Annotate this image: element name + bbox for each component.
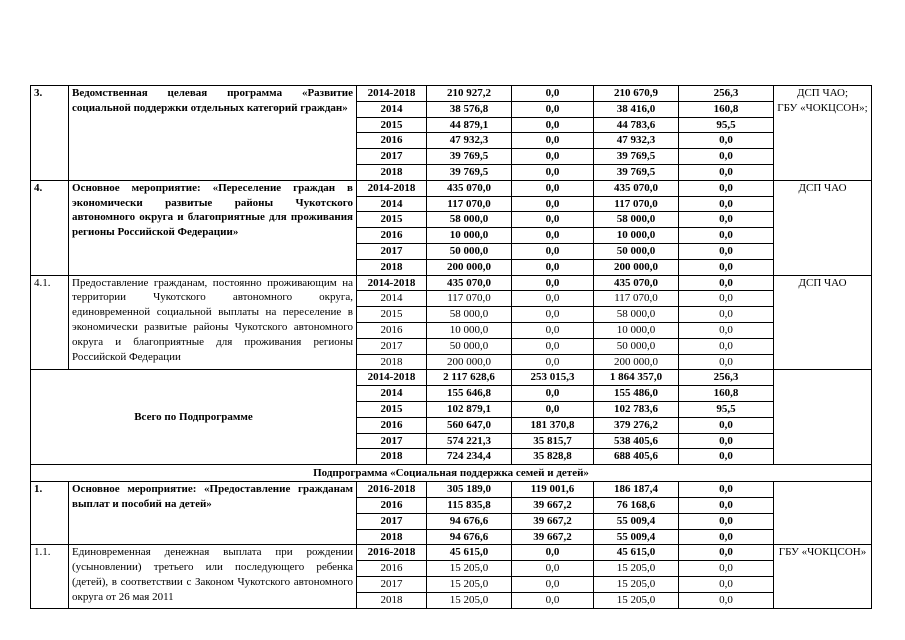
period-cell: 2014-2018 [357, 86, 427, 102]
amount-cell: 94 676,6 [427, 529, 512, 545]
amount-cell: 117 070,0 [427, 196, 512, 212]
period-cell: 2017 [357, 433, 427, 449]
amount-cell: 10 000,0 [594, 228, 679, 244]
amount-cell: 379 276,2 [594, 417, 679, 433]
amount-cell: 102 783,6 [594, 401, 679, 417]
period-cell: 2017 [357, 243, 427, 259]
amount-cell: 55 009,4 [594, 513, 679, 529]
period-cell: 2017 [357, 149, 427, 165]
amount-cell: 0,0 [679, 291, 774, 307]
period-cell: 2015 [357, 117, 427, 133]
executor-cell: ГБУ «ЧОКЦСОН» [774, 545, 872, 608]
amount-cell: 0,0 [512, 133, 594, 149]
amount-cell: 0,0 [679, 196, 774, 212]
table-row [31, 545, 872, 561]
amount-cell: 256,3 [679, 370, 774, 386]
amount-cell: 0,0 [512, 228, 594, 244]
amount-cell: 39 667,2 [512, 529, 594, 545]
amount-cell: 0,0 [512, 592, 594, 608]
table-body [31, 86, 872, 609]
amount-cell: 688 405,6 [594, 449, 679, 465]
amount-cell: 0,0 [512, 338, 594, 354]
amount-cell: 210 670,9 [594, 86, 679, 102]
amount-cell: 538 405,6 [594, 433, 679, 449]
amount-cell: 15 205,0 [594, 592, 679, 608]
period-cell: 2014 [357, 101, 427, 117]
amount-cell: 102 879,1 [427, 401, 512, 417]
amount-cell: 0,0 [679, 149, 774, 165]
table-row [31, 275, 872, 291]
amount-cell: 560 647,0 [427, 417, 512, 433]
amount-cell: 38 416,0 [594, 101, 679, 117]
amount-cell: 0,0 [512, 401, 594, 417]
amount-cell: 115 835,8 [427, 497, 512, 513]
period-cell: 2018 [357, 259, 427, 275]
amount-cell: 160,8 [679, 386, 774, 402]
amount-cell: 2 117 628,6 [427, 370, 512, 386]
amount-cell: 45 615,0 [594, 545, 679, 561]
amount-cell: 58 000,0 [427, 212, 512, 228]
period-cell: 2017 [357, 338, 427, 354]
period-cell: 2018 [357, 592, 427, 608]
amount-cell: 0,0 [679, 307, 774, 323]
item-description: Основное мероприятие: «Переселение граждан в экономически развитые районы Чукотского автономного округа и благоприятные для проживания регионы Российской Федерации» [69, 180, 357, 275]
amount-cell: 200 000,0 [427, 354, 512, 370]
amount-cell: 0,0 [679, 228, 774, 244]
amount-cell: 0,0 [679, 322, 774, 338]
amount-cell: 39 769,5 [427, 149, 512, 165]
amount-cell: 10 000,0 [427, 322, 512, 338]
amount-cell: 15 205,0 [594, 561, 679, 577]
subprogram-header-row [31, 465, 872, 482]
amount-cell: 0,0 [679, 449, 774, 465]
item-description: Ведомственная целевая программа «Развитие социальной поддержки отдельных категорий граждан» [69, 86, 357, 181]
period-cell: 2014 [357, 386, 427, 402]
amount-cell: 305 189,0 [427, 482, 512, 498]
amount-cell: 44 879,1 [427, 117, 512, 133]
amount-cell: 15 205,0 [427, 576, 512, 592]
amount-cell: 0,0 [679, 592, 774, 608]
item-number: 4. [31, 180, 69, 275]
amount-cell: 435 070,0 [427, 275, 512, 291]
amount-cell: 0,0 [679, 561, 774, 577]
amount-cell: 10 000,0 [594, 322, 679, 338]
amount-cell: 50 000,0 [427, 243, 512, 259]
period-cell: 2016-2018 [357, 482, 427, 498]
amount-cell: 155 646,8 [427, 386, 512, 402]
amount-cell: 39 769,5 [427, 164, 512, 180]
amount-cell: 200 000,0 [594, 354, 679, 370]
period-cell: 2016 [357, 561, 427, 577]
item-number: 1.1. [31, 545, 69, 608]
amount-cell: 0,0 [512, 196, 594, 212]
total-label: Всего по Подпрограмме [31, 370, 357, 465]
amount-cell: 95,5 [679, 401, 774, 417]
amount-cell: 0,0 [679, 212, 774, 228]
subprogram-title: Подпрограмма «Социальная поддержка семей и детей» [31, 465, 872, 482]
executor-cell [774, 482, 872, 545]
amount-cell: 256,3 [679, 86, 774, 102]
amount-cell: 0,0 [679, 417, 774, 433]
period-cell: 2015 [357, 307, 427, 323]
amount-cell: 39 769,5 [594, 149, 679, 165]
amount-cell: 39 769,5 [594, 164, 679, 180]
amount-cell: 200 000,0 [594, 259, 679, 275]
amount-cell: 47 932,3 [427, 133, 512, 149]
amount-cell: 181 370,8 [512, 417, 594, 433]
amount-cell: 47 932,3 [594, 133, 679, 149]
amount-cell: 1 864 357,0 [594, 370, 679, 386]
amount-cell: 0,0 [512, 180, 594, 196]
amount-cell: 0,0 [512, 259, 594, 275]
table-row [31, 180, 872, 196]
amount-cell: 15 205,0 [427, 592, 512, 608]
period-cell: 2016-2018 [357, 545, 427, 561]
amount-cell: 435 070,0 [427, 180, 512, 196]
amount-cell: 94 676,6 [427, 513, 512, 529]
budget-table-sheet [30, 85, 872, 609]
amount-cell: 117 070,0 [594, 196, 679, 212]
amount-cell: 0,0 [679, 497, 774, 513]
amount-cell: 574 221,3 [427, 433, 512, 449]
amount-cell: 0,0 [512, 354, 594, 370]
amount-cell: 44 783,6 [594, 117, 679, 133]
period-cell: 2018 [357, 164, 427, 180]
amount-cell: 0,0 [679, 338, 774, 354]
period-cell: 2014-2018 [357, 370, 427, 386]
table-row [31, 482, 872, 498]
period-cell: 2016 [357, 228, 427, 244]
amount-cell: 38 576,8 [427, 101, 512, 117]
period-cell: 2017 [357, 576, 427, 592]
item-description: Основное мероприятие: «Предоставление гражданам выплат и пособий на детей» [69, 482, 357, 545]
executor-cell: ДСП ЧАО [774, 275, 872, 370]
item-number: 4.1. [31, 275, 69, 370]
amount-cell: 50 000,0 [594, 243, 679, 259]
period-cell: 2015 [357, 401, 427, 417]
amount-cell: 0,0 [512, 243, 594, 259]
amount-cell: 117 070,0 [594, 291, 679, 307]
amount-cell: 95,5 [679, 117, 774, 133]
period-cell: 2016 [357, 133, 427, 149]
amount-cell: 76 168,6 [594, 497, 679, 513]
amount-cell: 724 234,4 [427, 449, 512, 465]
item-number: 3. [31, 86, 69, 181]
amount-cell: 186 187,4 [594, 482, 679, 498]
amount-cell: 45 615,0 [427, 545, 512, 561]
amount-cell: 39 667,2 [512, 497, 594, 513]
amount-cell: 0,0 [679, 482, 774, 498]
amount-cell: 0,0 [512, 322, 594, 338]
amount-cell: 58 000,0 [594, 307, 679, 323]
executor-cell: ДСП ЧАО; ГБУ «ЧОКЦСОН»; [774, 86, 872, 181]
amount-cell: 200 000,0 [427, 259, 512, 275]
amount-cell: 210 927,2 [427, 86, 512, 102]
amount-cell: 0,0 [512, 86, 594, 102]
amount-cell: 0,0 [679, 433, 774, 449]
amount-cell: 55 009,4 [594, 529, 679, 545]
amount-cell: 0,0 [512, 101, 594, 117]
amount-cell: 0,0 [679, 133, 774, 149]
period-cell: 2017 [357, 513, 427, 529]
period-cell: 2016 [357, 497, 427, 513]
period-cell: 2018 [357, 354, 427, 370]
amount-cell: 0,0 [679, 576, 774, 592]
amount-cell: 50 000,0 [594, 338, 679, 354]
amount-cell: 0,0 [512, 386, 594, 402]
amount-cell: 0,0 [512, 275, 594, 291]
amount-cell: 0,0 [679, 275, 774, 291]
amount-cell: 0,0 [512, 307, 594, 323]
amount-cell: 0,0 [679, 259, 774, 275]
period-cell: 2018 [357, 529, 427, 545]
amount-cell: 253 015,3 [512, 370, 594, 386]
amount-cell: 58 000,0 [594, 212, 679, 228]
amount-cell: 50 000,0 [427, 338, 512, 354]
amount-cell: 160,8 [679, 101, 774, 117]
period-cell: 2014-2018 [357, 180, 427, 196]
amount-cell: 0,0 [679, 164, 774, 180]
period-cell: 2015 [357, 212, 427, 228]
amount-cell: 0,0 [679, 354, 774, 370]
period-cell: 2016 [357, 417, 427, 433]
item-number: 1. [31, 482, 69, 545]
amount-cell: 435 070,0 [594, 180, 679, 196]
amount-cell: 0,0 [512, 212, 594, 228]
amount-cell: 0,0 [512, 561, 594, 577]
amount-cell: 0,0 [679, 545, 774, 561]
amount-cell: 0,0 [512, 545, 594, 561]
amount-cell: 10 000,0 [427, 228, 512, 244]
period-cell: 2014 [357, 291, 427, 307]
amount-cell: 0,0 [679, 513, 774, 529]
budget-table [30, 85, 872, 609]
item-description: Предоставление гражданам, постоянно проживающим на территории Чукотского автономного округа, единовременной социальной выплаты на переселение в экономически развитые районы Чукотского автономного округа и благоприятные для проживания регионы Российской Федерации [69, 275, 357, 370]
period-cell: 2014 [357, 196, 427, 212]
item-description: Единовременная денежная выплата при рождении (усыновлении) третьего или последующего ребенка (детей), в соответствии с Законом Чукотского автономного округа от 26 мая 2011 [69, 545, 357, 608]
amount-cell: 15 205,0 [594, 576, 679, 592]
amount-cell: 0,0 [512, 164, 594, 180]
table-row [31, 86, 872, 102]
period-cell: 2014-2018 [357, 275, 427, 291]
executor-cell [774, 370, 872, 465]
total-row [31, 370, 872, 386]
amount-cell: 15 205,0 [427, 561, 512, 577]
period-cell: 2018 [357, 449, 427, 465]
amount-cell: 155 486,0 [594, 386, 679, 402]
amount-cell: 0,0 [512, 576, 594, 592]
amount-cell: 435 070,0 [594, 275, 679, 291]
amount-cell: 117 070,0 [427, 291, 512, 307]
period-cell: 2016 [357, 322, 427, 338]
amount-cell: 119 001,6 [512, 482, 594, 498]
amount-cell: 0,0 [679, 529, 774, 545]
amount-cell: 0,0 [512, 149, 594, 165]
amount-cell: 39 667,2 [512, 513, 594, 529]
amount-cell: 0,0 [679, 243, 774, 259]
amount-cell: 35 828,8 [512, 449, 594, 465]
amount-cell: 0,0 [679, 180, 774, 196]
amount-cell: 35 815,7 [512, 433, 594, 449]
amount-cell: 0,0 [512, 117, 594, 133]
executor-cell: ДСП ЧАО [774, 180, 872, 275]
amount-cell: 0,0 [512, 291, 594, 307]
amount-cell: 58 000,0 [427, 307, 512, 323]
